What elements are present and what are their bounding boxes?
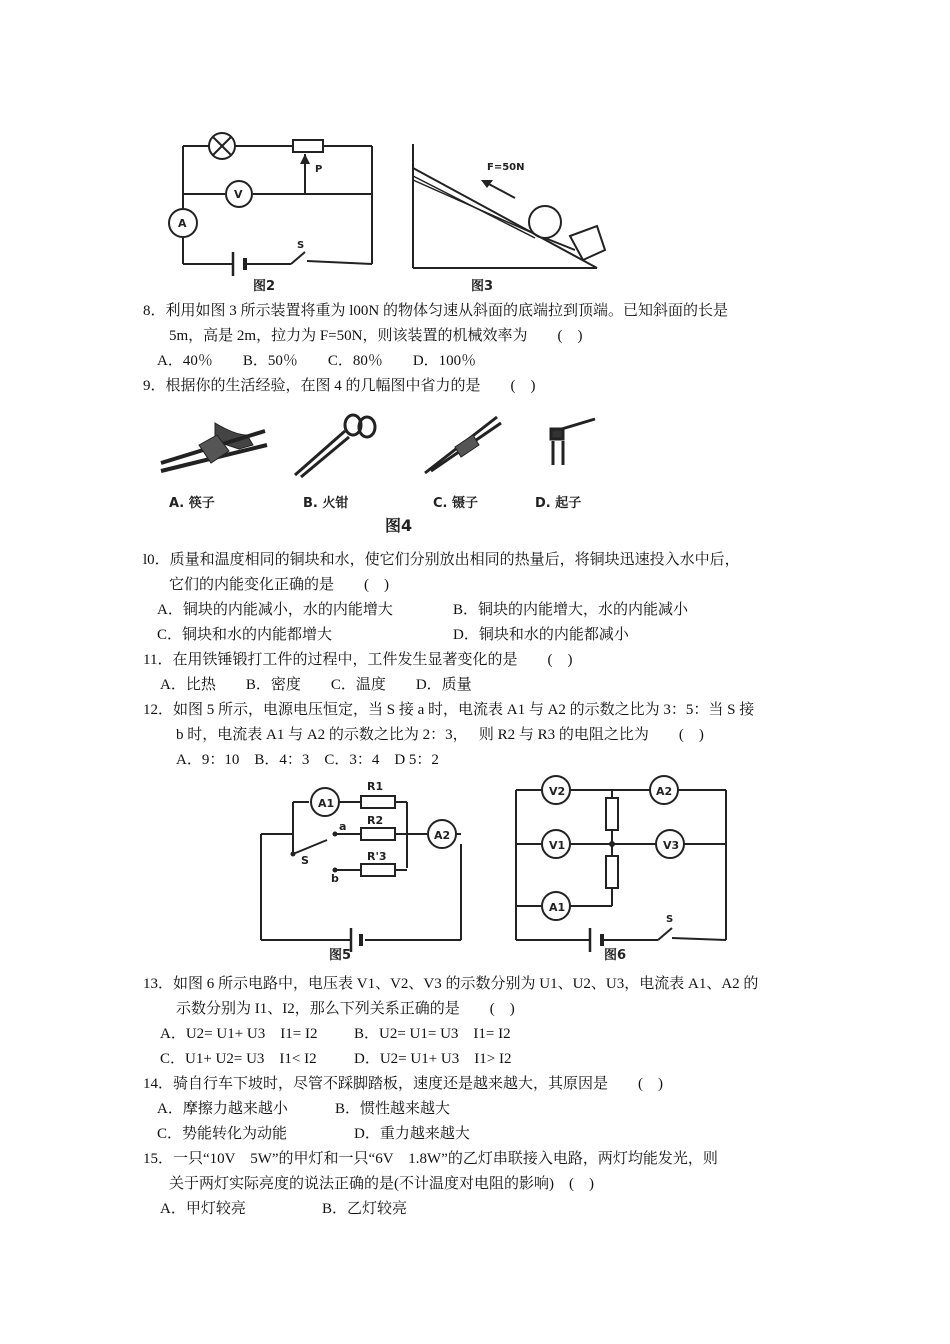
fig6-caption: 图6 [604,948,627,963]
q10-option-b: B．铜块的内能增大，水的内能减小 [453,602,689,618]
fig3-caption: 图3 [471,279,494,294]
fig5-label-r2: R2 [367,814,384,827]
q12-line2: b 时，电流表 A1 与 A2 的示数之比为 2：3， 则 R2 与 R3 的电阻之比为 ( ) [176,727,704,743]
q13-option-b: B．U2= U1= U3 I1= I2 [354,1026,511,1042]
fig6-label-s: S [666,914,674,925]
fig2-label-v: V [234,188,243,201]
fig5-label-a2: A2 [434,829,451,842]
q13-option-c: C．U1+ U2= U3 I1< I2 [160,1051,317,1067]
q14-line1: 14．骑自行车下坡时，尽管不踩脚踏板，速度还是越来越大，其原因是 ( ) [143,1076,663,1092]
figure-3-incline [405,128,610,296]
q15-option-a: A．甲灯较亮 [160,1201,246,1217]
fig4-item-a: A. 筷子 [169,496,215,511]
fig6-label-v2: V2 [549,785,566,798]
q14-option-b: B．惯性越来越大 [335,1101,451,1117]
q13-option-d: D．U2= U1+ U3 I1> I2 [354,1051,512,1067]
q8-line1: 8．利用如图 3 所示装置将重为 l00N 的物体匀速从斜面的底端拉到顶端。已知斜面的长是 [143,303,729,319]
fig4-item-c: C. 镊子 [433,496,479,511]
figure-6-circuit [508,772,730,964]
q12-line1: 12．如图 5 所示，电源电压恒定，当 S 接 a 时，电流表 A1 与 A2 的示数之比为 3：5：当 S 接 [143,702,755,718]
q13-line2: 示数分别为 I1、I2，那么下列关系正确的是 ( ) [176,1001,515,1017]
chopsticks-icon [161,423,267,471]
q8-line2: 5m，高是 2m，拉力为 F=50N，则该装置的机械效率为 ( ) [169,328,583,344]
fig5-label-a1: A1 [318,797,335,810]
q14-option-a: A．摩擦力越来越小 [157,1101,288,1117]
q10-line2: 它们的内能变化正确的是 ( ) [169,577,389,593]
q14-option-d: D．重力越来越大 [354,1126,470,1142]
q10-option-a: A．铜块的内能减小，水的内能增大 [157,602,393,618]
fig6-label-v1: V1 [549,839,566,852]
fig3-force-label: F=50N [487,162,525,173]
fig6-label-v3: V3 [663,839,680,852]
fig6-label-a1: A1 [549,901,566,914]
q9-line1: 9．根据你的生活经验，在图 4 的几幅图中省力的是 ( ) [143,378,536,394]
fig5-label-a: a [339,820,347,833]
q14-option-c: C．势能转化为动能 [157,1126,288,1142]
figure-5-circuit [255,772,470,964]
fig2-caption: 图2 [253,279,276,294]
q10-line1: l0．质量和温度相同的铜块和水，使它们分别放出相同的热量后，将铜块迅速投入水中后， [143,552,740,568]
fig5-label-r3: R'3 [367,850,387,863]
q12-options: A．9：10 B．4：3 C．3：4 D 5：2 [176,752,439,768]
tweezers-icon [425,417,501,473]
q15-line1: 15．一只“10V 5W”的甲灯和一只“6V 1.8W”的乙灯串联接入电路，两灯均能发光，则 [143,1151,718,1167]
fig4-caption: 图4 [385,516,413,535]
fig2-label-p: P [315,164,323,175]
fig6-label-a2: A2 [656,785,673,798]
q15-line2: 关于两灯实际亮度的说法正确的是(不计温度对电阻的影响) ( ) [169,1176,594,1192]
q13-option-a: A．U2= U1+ U3 I1= I2 [160,1026,318,1042]
fig2-label-a: A [178,217,187,230]
q13-line1: 13．如图 6 所示电路中，电压表 V1、V2、V3 的示数分别为 U1、U2、U3，电流表 A1、A2 的 [143,976,759,992]
fig5-caption: 图5 [329,948,352,963]
q11-line1: 11．在用铁锤锻打工件的过程中，工件发生显著变化的是 ( ) [143,652,573,668]
bottle-opener-icon [551,419,595,465]
fig5-label-r1: R1 [367,780,384,793]
fig5-label-s: S [301,854,309,867]
tongs-icon [295,415,375,477]
q11-options: A．比热 B．密度 C．温度 D．质量 [160,677,472,693]
q15-option-b: B．乙灯较亮 [322,1201,408,1217]
fig5-label-b: b [331,872,339,885]
figure-4-tools [155,405,605,537]
fig4-item-d: D. 起子 [535,496,582,511]
q10-option-d: D．铜块和水的内能都减小 [453,627,629,643]
figure-2-circuit [165,128,390,296]
q8-options: A．40％ B．50％ C．80％ D．100％ [157,353,477,369]
fig2-label-s: S [297,240,305,251]
q10-option-c: C．铜块和水的内能都增大 [157,627,333,643]
fig4-item-b: B. 火钳 [303,496,349,511]
